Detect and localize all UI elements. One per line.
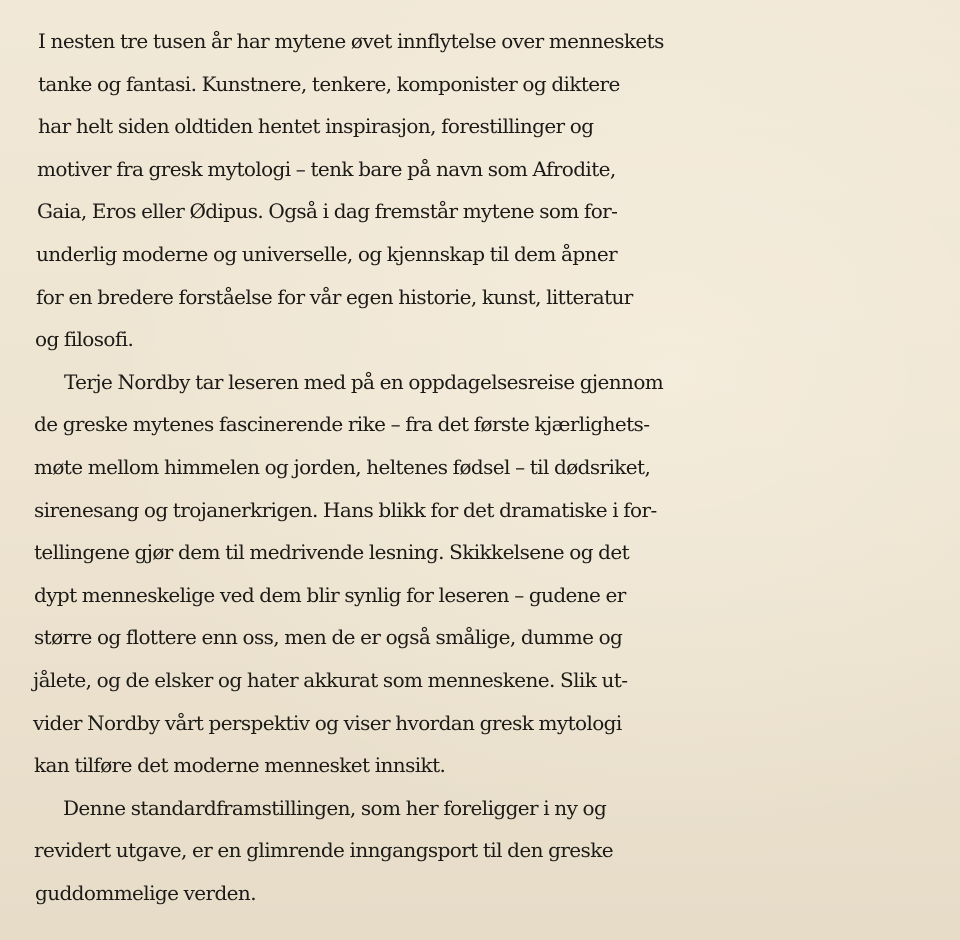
paragraph-1-line-4: motiver fra gresk mytologi – tenk bare på navn som Afrodite,: [37, 156, 616, 181]
paragraph-2-line-8: jålete, og de elsker og hater akkurat som menneskene. Slik ut-: [33, 667, 628, 692]
paragraph-3: [0, 787, 960, 915]
paragraph-1-line-3: har helt siden oldtiden hentet inspirasjon, forestillinger og: [38, 114, 594, 139]
paragraph-1-line-7: for en bredere forståelse for vår egen historie, kunst, litteratur: [36, 284, 633, 309]
paragraph-1-line-6: underlig moderne og universelle, og kjennskap til dem åpner: [36, 241, 618, 266]
paragraph-2-line-2: de greske mytenes fascinerende rike – fra det første kjærlighets-: [34, 412, 650, 437]
paragraph-2-line-5: tellingene gjør dem til medrivende lesning. Skikkelsene og det: [34, 540, 630, 565]
paragraph-2-line-6: dypt menneskelige ved dem blir synlig for leseren – gudene er: [34, 582, 626, 607]
paragraph-1-line-5: Gaia, Eros eller Ødipus. Også i dag fremstår mytene som for-: [37, 199, 618, 224]
paragraph-1: [0, 20, 960, 361]
book-blurb: [0, 20, 960, 914]
paragraph-1-line-2: tanke og fantasi. Kunstnere, tenkere, komponister og diktere: [38, 71, 620, 96]
paragraph-1-line-8: og filosofi.: [35, 327, 134, 352]
paragraph-2-line-10: kan tilføre det moderne mennesket innsikt.: [34, 753, 446, 778]
paragraph-2-line-1: Terje Nordby tar leseren med på en oppdagelsesreise gjennom: [64, 369, 664, 394]
paragraph-3-line-1: Denne standardframstillingen, som her foreligger i ny og: [63, 795, 607, 820]
paragraph-2: [0, 361, 960, 787]
paragraph-3-line-2: revidert utgave, er en glimrende inngangsport til den greske: [34, 838, 613, 863]
paragraph-3-line-3: guddommelige verden.: [35, 880, 256, 905]
paragraph-1-line-1: I nesten tre tusen år har mytene øvet innflytelse over menneskets: [38, 29, 664, 53]
paragraph-2-line-7: større og flottere enn oss, men de er også smålige, dumme og: [34, 625, 623, 650]
paragraph-2-line-3: møte mellom himmelen og jorden, heltenes fødsel – til dødsriket,: [34, 454, 651, 479]
paragraph-2-line-9: vider Nordby vårt perspektiv og viser hvordan gresk mytologi: [33, 710, 622, 735]
paragraph-2-line-4: sirenesang og trojanerkrigen. Hans blikk for det dramatiske i for-: [34, 497, 657, 522]
